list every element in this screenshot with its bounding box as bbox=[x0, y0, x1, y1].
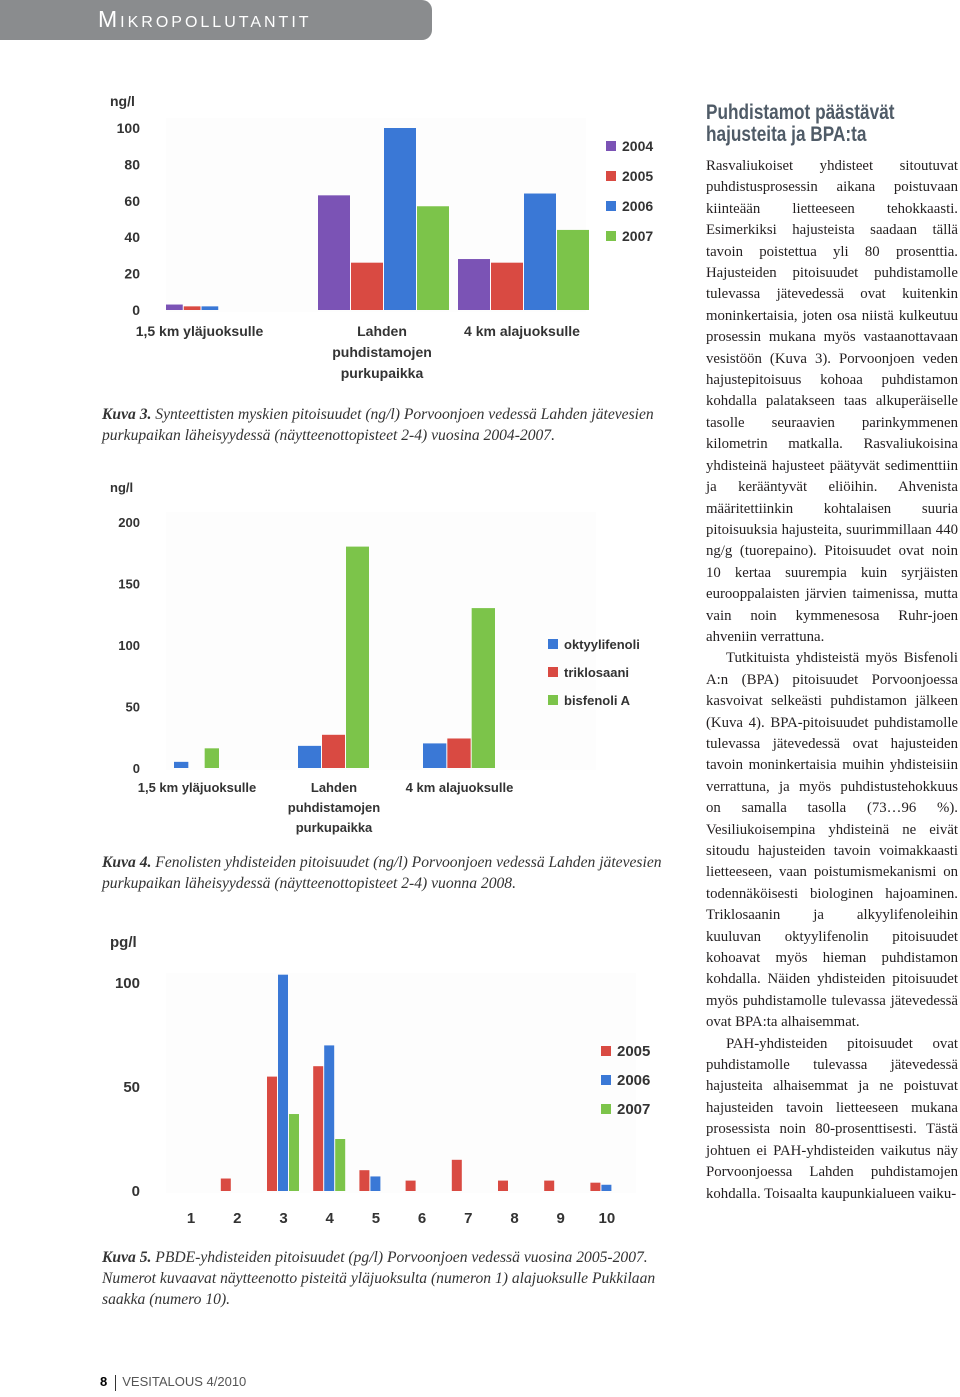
bar-2004 bbox=[458, 259, 490, 310]
bar-2005 bbox=[498, 1181, 508, 1191]
category-label: 9 bbox=[556, 1210, 565, 1227]
y-tick-label: 150 bbox=[118, 576, 140, 592]
category-label: 1 bbox=[186, 1210, 196, 1227]
category-label: 2 bbox=[233, 1210, 242, 1227]
legend-swatch bbox=[548, 695, 558, 705]
section-title: Mikropollutantit bbox=[98, 6, 312, 32]
y-tick-label: 200 bbox=[118, 515, 140, 530]
bar-2006 bbox=[324, 1045, 334, 1191]
legend-swatch bbox=[601, 1075, 611, 1085]
legend-swatch bbox=[601, 1046, 611, 1056]
bar-2005 bbox=[544, 1181, 554, 1191]
article-paragraph: PAH-yhdisteiden pitoisuudet ovat puhdistamolle tulevassa jätevedessä hajusteita alhaisemmat ja ne poistuvat hajusteiden tavoin lietteeseen mukana prosessista noin 80-prosenttisesti. Tästä johtuen ei PAH-yhdisteiden vaikutus näy Porvoonjoessa Lahden puhdistamojen kohdalla. Toisaalta kaupunkialueen vaiku- bbox=[706, 1035, 958, 1202]
bar-2006 bbox=[370, 1176, 380, 1191]
bar-2005 bbox=[221, 1179, 231, 1191]
figure-caption-5 bbox=[102, 1247, 662, 1310]
y-tick-label: 100 bbox=[118, 638, 140, 653]
bar-bisfenoli-A bbox=[205, 748, 219, 768]
legend-swatch bbox=[548, 667, 558, 677]
y-tick-label: 100 bbox=[114, 975, 140, 992]
bar-bisfenoli-A bbox=[472, 608, 495, 768]
bar-2006 bbox=[278, 975, 288, 1191]
legend-swatch bbox=[606, 141, 616, 151]
article-column bbox=[706, 102, 958, 1205]
y-unit-label: ng/l bbox=[110, 93, 135, 109]
section-header bbox=[0, 0, 432, 40]
footer-divider bbox=[115, 1375, 116, 1391]
bar-2005 bbox=[406, 1181, 416, 1191]
bar-2007 bbox=[557, 230, 589, 310]
category-label: 5 bbox=[371, 1210, 381, 1227]
legend-entry: triklosaani bbox=[564, 665, 630, 680]
category-label: purkupaikka bbox=[340, 365, 424, 381]
legend-entry: 2005 bbox=[617, 1043, 651, 1060]
y-tick-label: 80 bbox=[124, 156, 140, 173]
legend-entry: 2006 bbox=[622, 198, 654, 214]
category-label: 1,5 km yläjuoksulle bbox=[135, 323, 264, 339]
plot-area bbox=[166, 512, 596, 770]
bar-oktyylifenoli bbox=[174, 762, 188, 768]
caption-text: PBDE-yhdisteiden pitoisuudet (pg/l) Porvoonjoen vedessä vuosina 2005-2007. Numerot kuvaavat näytteenotto pisteitä yläjuoksulta (numeron 1) alajuoksulle Pukkilaan saakka (numero 10). bbox=[102, 1249, 656, 1308]
publication-name: VESITALOUS 4/2010 bbox=[122, 1374, 247, 1389]
y-tick-label: 50 bbox=[125, 699, 140, 715]
category-label: puhdistamojen bbox=[332, 344, 432, 360]
bar-2004 bbox=[318, 195, 350, 310]
figure-caption-3 bbox=[102, 404, 672, 446]
legend-swatch bbox=[606, 171, 616, 181]
category-label: 4 km alajuoksulle bbox=[464, 323, 580, 339]
bar-2004 bbox=[166, 305, 183, 310]
bar-2007 bbox=[289, 1114, 299, 1191]
legend-entry: bisfenoli A bbox=[564, 693, 630, 708]
bar-triklosaani bbox=[322, 735, 345, 768]
figure-caption-4 bbox=[102, 852, 672, 894]
article-heading: Puhdistamot päästävät hajusteita ja BPA:ta bbox=[706, 101, 895, 146]
category-label: Lahden bbox=[310, 780, 358, 795]
bar-2005 bbox=[491, 263, 523, 310]
bar-2006 bbox=[384, 128, 416, 310]
category-label: 4 bbox=[325, 1210, 334, 1227]
chart-pbde bbox=[96, 925, 666, 1233]
caption-label: Kuva 4. bbox=[102, 854, 152, 871]
bar-2005 bbox=[452, 1160, 462, 1191]
y-tick-label: 60 bbox=[124, 192, 140, 209]
legend-entry: 2007 bbox=[622, 228, 654, 244]
category-label: puhdistamojen bbox=[287, 800, 381, 815]
legend-swatch bbox=[601, 1104, 611, 1114]
page-number: 8 bbox=[100, 1374, 108, 1389]
bar-oktyylifenoli bbox=[298, 746, 321, 768]
article-paragraph: Tutkituista yhdisteistä myös Bisfenoli A:n (BPA) pitoisuudet Porvoonjoessa kasvoivat selkeästi puhdistamon jälkeen (Kuva 4). BPA-pitoisuudet puhdistamolle tulevassa jätevedessä ovat hajusteiden tavoin moninkertaisia muihin yhdisteisiin verrattuna, ja myös puhdistustehokkuus on samalla tasolla (73…96 %). Vesiliukoisempina yhdisteinä ne eivät sitoudu hajusteiden tavoin voimakkaasti lietteeseen, vaan poistumismekanismi on todennäköisesti biologinen hajoaminen. Triklosaanin ja alkyylifenoleihin kuuluvan oktyylifenolin pitoisuudet kohoavat myös hieman puhdistamon kohdalla. Näiden yhdisteiden pitoisuudet myös puhdistamolle tulevassa jätevedessä ovat BPA:ta alhaisemmat. bbox=[706, 650, 958, 1031]
bar-2005 bbox=[313, 1066, 323, 1191]
caption-text: Synteettisten myskien pitoisuudet (ng/l) Porvoonjoen vedessä Lahden jätevesien purkupaikan läheisyydessä (näytteenottopisteet 2-4) vuosina 2004-2007. bbox=[102, 406, 654, 444]
caption-text: Fenolisten yhdisteiden pitoisuudet (ng/l) Porvoonjoen vedessä Lahden jätevesien purkupaikan läheisyydessä (näytteenottopisteet 2-4) vuonna 2008. bbox=[102, 854, 662, 892]
chart-fragrances bbox=[96, 88, 666, 393]
bar-triklosaani bbox=[447, 738, 470, 768]
legend-swatch bbox=[548, 639, 558, 649]
bar-oktyylifenoli bbox=[423, 743, 446, 768]
bar-2005 bbox=[267, 1077, 277, 1191]
page-footer bbox=[100, 1374, 246, 1391]
bar-2007 bbox=[417, 206, 449, 310]
category-label: 8 bbox=[510, 1210, 519, 1227]
y-tick-label: 0 bbox=[131, 1183, 140, 1200]
category-label: 6 bbox=[417, 1210, 427, 1227]
category-label: purkupaikka bbox=[295, 820, 373, 835]
bar-bisfenoli-A bbox=[346, 547, 369, 768]
y-tick-label: 20 bbox=[124, 265, 140, 282]
legend-entry: 2007 bbox=[617, 1101, 651, 1118]
category-label: 10 bbox=[598, 1210, 616, 1227]
legend-entry: 2005 bbox=[622, 168, 654, 184]
legend-swatch bbox=[606, 201, 616, 211]
category-label: Lahden bbox=[357, 323, 407, 339]
bar-2007 bbox=[335, 1139, 345, 1191]
legend-entry: 2004 bbox=[622, 138, 654, 154]
caption-label: Kuva 5. bbox=[102, 1249, 152, 1266]
article-paragraph: Rasvaliukoiset yhdisteet sitoutuvat puhdistusprosessin aikana poistuvaan kiinteään lietteeseen tehokkaasti. Esimerkiksi hajusteista saadaan tällä tavoin poistettua yli 80 prosenttia. Hajusteiden pitoisuudet puhdistamolle tulevassa jätevedessä ovat kuitenkin moninkertaisia, joten osa niistä kulkeutuu prosessin mukana myös vastaanottavaan vesistöön (Kuva 3). Porvoonjoen veden hajustepitoisuus kohoaa puhdistamon kohdalla palatakseen taas alkuperäiselle tasolle seuraavien parinkymmenen kilometrin matkalla. Rasvaliukoisina yhdisteinä hajusteet päätyvät sedimenttiin ja kerääntyvät eliöihin. Ahvenista määritettiinkin kohtalaisen suuria pitoisuuksia hajusteita, suurimmillaan 440 ng/g (tuorepaino). Pitoisuudet ovat noin 10 kertaa suurempia kuin syrjäisten eurooppalaisten järvien taimenissa, mutta vain noin kymmenesosa Ruhr-joen ahveniin verrattuna. bbox=[706, 158, 958, 645]
category-label: 3 bbox=[279, 1210, 288, 1227]
y-unit-label: pg/l bbox=[110, 934, 137, 951]
bar-2005 bbox=[184, 306, 201, 310]
bar-2006 bbox=[524, 194, 556, 310]
legend-swatch bbox=[606, 231, 616, 241]
category-label: 7 bbox=[464, 1210, 473, 1227]
y-tick-label: 0 bbox=[132, 302, 140, 318]
chart-phenols bbox=[96, 470, 666, 842]
legend-entry: 2006 bbox=[617, 1072, 651, 1089]
bar-2005 bbox=[351, 263, 383, 310]
bar-2006 bbox=[601, 1185, 611, 1191]
y-tick-label: 0 bbox=[132, 761, 140, 776]
legend-entry: oktyylifenoli bbox=[564, 637, 640, 652]
category-label: 1,5 km yläjuoksulle bbox=[137, 780, 257, 795]
category-label: 4 km alajuoksulle bbox=[405, 780, 514, 795]
bar-2005 bbox=[590, 1183, 600, 1191]
bar-2006 bbox=[202, 306, 219, 310]
y-unit-label: ng/l bbox=[110, 480, 134, 495]
y-tick-label: 40 bbox=[124, 229, 140, 246]
plot-area bbox=[166, 973, 636, 1193]
y-tick-label: 50 bbox=[123, 1079, 140, 1096]
bar-2005 bbox=[359, 1170, 369, 1191]
y-tick-label: 100 bbox=[116, 120, 140, 136]
caption-label: Kuva 3. bbox=[102, 406, 152, 423]
